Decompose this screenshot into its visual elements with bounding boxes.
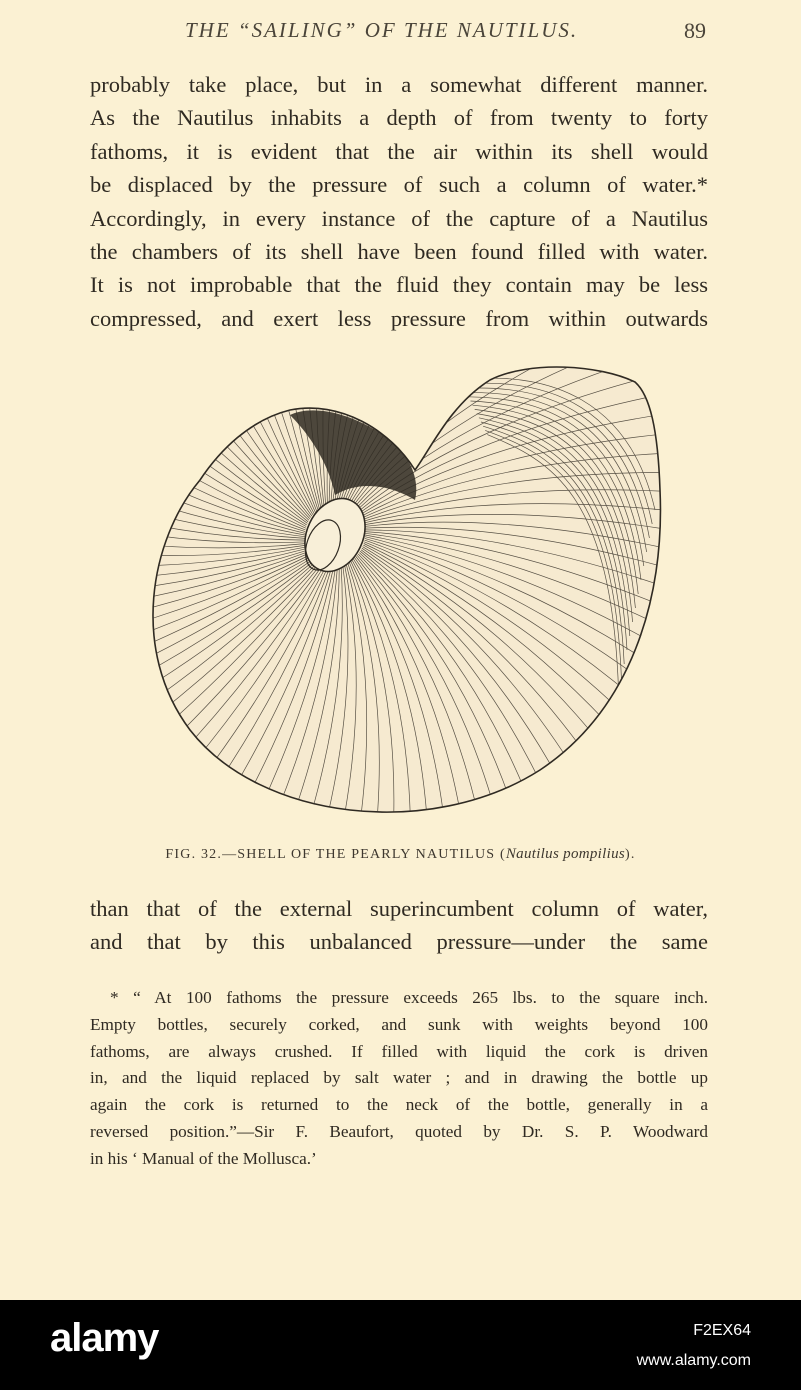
caption-text: FIG. 32.—SHELL OF THE PEARLY NAUTILUS ( — [165, 847, 506, 862]
text-line: the chambers of its shell have been found filled with water. — [90, 239, 708, 265]
footnote-line: in his ‘ Manual of the Mollusca.’ — [90, 1148, 317, 1168]
footnote-line: in, and the liquid replaced by salt water ; and in drawing the bottle up — [90, 1068, 708, 1088]
caption-end: ). — [625, 847, 636, 862]
footnote-line: * “ At 100 fathoms the pressure exceeds 265 lbs. to the square inch. — [110, 988, 708, 1007]
source-url: www.alamy.com — [636, 1352, 751, 1369]
nautilus-engraving — [130, 360, 670, 840]
text-line: Accordingly, in every instance of the capture of a Nautilus — [90, 205, 708, 231]
text-line: It is not improbable that the fluid they contain may be less — [90, 272, 708, 298]
alamy-logo: alamy — [50, 1316, 159, 1360]
shell-body — [130, 360, 670, 840]
footnote-line: Empty bottles, securely corked, and sunk with weights beyond 100 — [90, 1014, 708, 1034]
text-line: be displaced by the pressure of such a column of water.* — [90, 172, 708, 198]
text-line: probably take place, but in a somewhat different manner. — [90, 72, 708, 97]
paragraph-1 — [90, 68, 708, 335]
watermark-footer — [0, 1300, 801, 1390]
text-line: compressed, and exert less pressure from within outwards — [90, 305, 708, 331]
running-head — [0, 18, 801, 52]
text-line: As the Nautilus inhabits a depth of from twenty to forty — [90, 105, 708, 131]
footnote-line: again the cork is returned to the neck of the bottle, generally in a — [90, 1095, 708, 1115]
text-line: and that by this unbalanced pressure—under the same — [90, 929, 708, 955]
running-title: THE “SAILING” OF THE NAUTILUS. — [185, 18, 579, 42]
footnote — [90, 985, 708, 1173]
footnote-line: fathoms, are always crushed. If filled with liquid the cork is driven — [90, 1041, 708, 1061]
caption-species: Nautilus pompilius — [505, 846, 626, 862]
paragraph-2 — [90, 892, 708, 959]
image-id: F2EX64 — [693, 1322, 751, 1339]
nautilus-shell-illustration — [130, 360, 670, 840]
page-number: 89 — [684, 18, 706, 43]
footnote-line: reversed position.”—Sir F. Beaufort, quoted by Dr. S. P. Woodward — [90, 1121, 708, 1141]
text-line: fathoms, it is evident that the air within its shell would — [90, 138, 708, 164]
text-line: than that of the external superincumbent column of water, — [90, 896, 708, 921]
figure-caption — [0, 846, 801, 863]
